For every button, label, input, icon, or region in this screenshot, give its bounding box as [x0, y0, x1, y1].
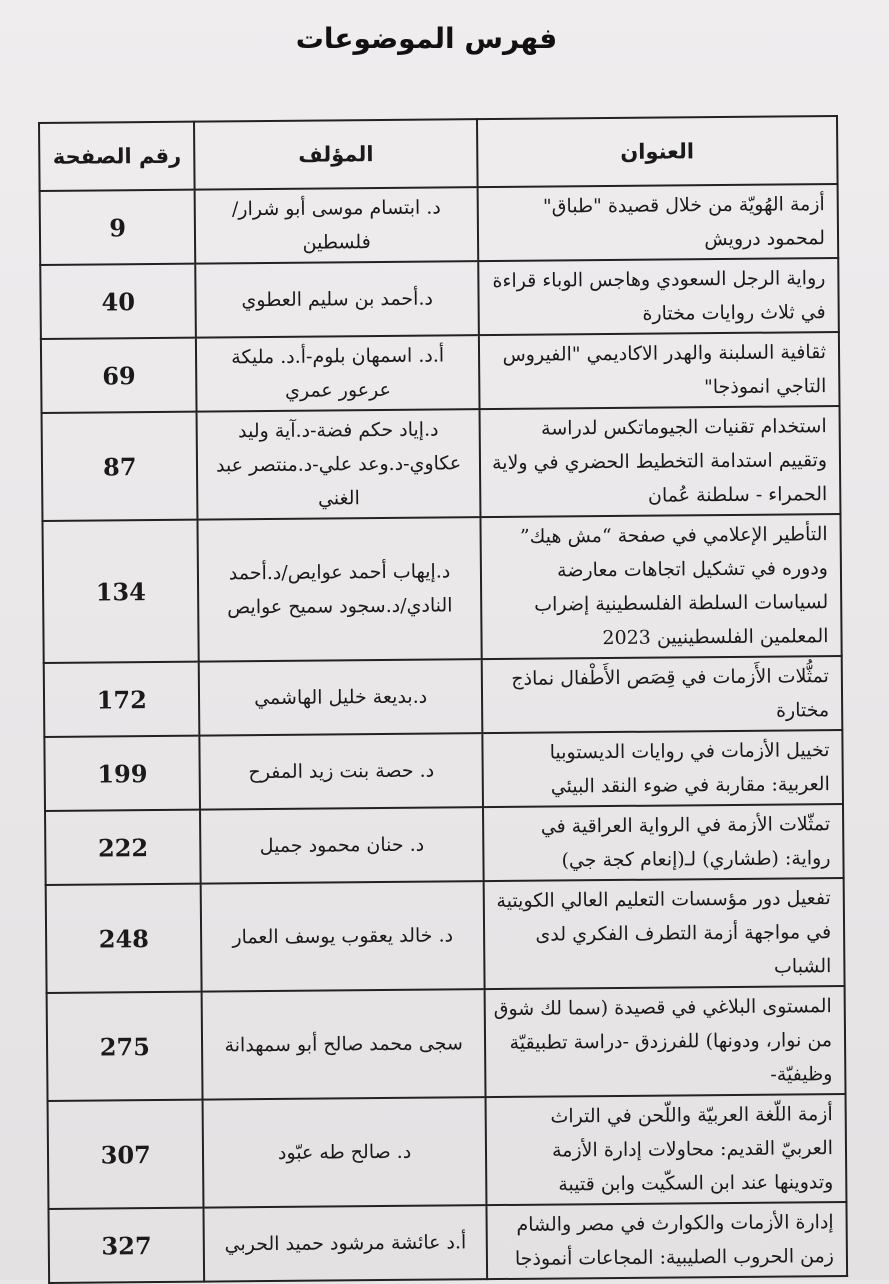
row-author: د.أحمد بن سليم العطوي [196, 261, 479, 337]
header-title: العنوان [477, 116, 838, 187]
row-author: أ.د عائشة مرشود حميد الحربي [204, 1205, 487, 1281]
table-row [44, 656, 843, 737]
row-title: استخدام تقنيات الجيوماتكس لدراسة وتقييم استدامة التخطيط الحضري في ولاية الحمراء - سلطنة عُمان [479, 406, 840, 517]
row-title: تفعيل دور مؤسسات التعليم العالي الكويتية في مواجهة أزمة التطرف الفكري لدى الشباب [483, 878, 844, 989]
table-row [48, 1202, 847, 1283]
row-author: د. خالد يعقوب يوسف العمار [201, 881, 484, 991]
header-page: رقم الصفحة [39, 122, 195, 191]
row-title: رواية الرجل السعودي وهاجس الوباء قراءة في ثلاث روايات مختارة [478, 258, 839, 335]
table-row [42, 406, 841, 521]
row-page: 40 [40, 264, 196, 339]
row-page: 134 [42, 520, 199, 663]
table-header-row [39, 116, 838, 191]
row-page: 172 [44, 662, 200, 737]
table-row [47, 986, 846, 1101]
row-title: إدارة الأزمات والكوارث في مصر والشام زمن الحروب الصليبية: المجاعات أنموذجا [486, 1202, 847, 1279]
row-page: 9 [40, 190, 196, 265]
page-title: فهرس الموضوعات [295, 22, 558, 55]
row-author: د.بديعة خليل الهاشمي [199, 659, 482, 735]
row-author: د.إياد حكم فضة-د.آية وليد عكاوي-د.وعد علي-د.منتصر عبد الغني [197, 409, 480, 519]
table-row [45, 804, 844, 885]
row-title: التأطير الإعلامي في صفحة “مش هيك” ودوره في تشكيل اتجاهات معارضة لسياسات السلطة الفلسطينية إضراب المعلمين الفلسطينيين 2023 [480, 514, 841, 659]
row-title: تمثّلات الأزمة في الرواية العراقية في رواية: (طشاري) لـ(إنعام كجة جي) [483, 804, 844, 881]
row-author: أ.د. اسمهان بلوم-أ.د. مليكة عرعور عمري [196, 335, 479, 411]
row-author: د.إيهاب أحمد عوايص/د.أحمد النادي/د.سجود سميح عوايص [198, 517, 482, 661]
row-title: المستوى البلاغي في قصيدة (سما لك شوق من نوار، ودونها) للفرزدق -دراسة تطبيقيّة وظيفيّة- [484, 986, 845, 1097]
table-row [44, 730, 843, 811]
row-page: 199 [44, 736, 200, 811]
header-author: المؤلف [194, 119, 477, 189]
row-author: د. حصة بنت زيد المفرح [200, 733, 483, 809]
row-author: د. صالح طه عبّود [203, 1097, 486, 1207]
table-row [40, 184, 839, 265]
row-author: د. حنان محمود جميل [200, 807, 483, 883]
row-page: 275 [47, 992, 203, 1101]
row-title: أزمة الهُويّة من خلال قصيدة "طباق" لمحمود درويش [477, 184, 838, 261]
row-page: 327 [48, 1208, 204, 1283]
row-page: 222 [45, 810, 201, 885]
row-title: تخييل الأزمات في روايات الديستوبيا العربية: مقاربة في ضوء النقد البيئي [482, 730, 843, 807]
table-row [48, 1094, 847, 1209]
row-page: 307 [48, 1100, 204, 1209]
table-row [41, 332, 840, 413]
row-page: 248 [46, 884, 202, 993]
row-title: تمثُّلات الأَزمات في قِصَص الأَطْفال نماذج مختارة [481, 656, 842, 733]
row-page: 87 [42, 412, 198, 521]
table-row [42, 514, 841, 663]
row-author: سجى محمد صالح أبو سمهدانة [202, 989, 485, 1099]
row-title: أزمة اللّغة العربيّة واللّحن في التراث العربيّ القديم: محاولات إدارة الأزمة وتدوينها عند ابن السكّيت وابن قتيبة [485, 1094, 846, 1205]
row-author: د. ابتسام موسى أبو شرار/ فلسطين [195, 187, 478, 263]
row-title: ثقافية السلبنة والهدر الاكاديمي "الفيروس التاجي انموذجا" [479, 332, 840, 409]
table-row [40, 258, 839, 339]
row-page: 69 [41, 338, 197, 413]
contents-table [38, 115, 848, 1284]
table-row [46, 878, 845, 993]
